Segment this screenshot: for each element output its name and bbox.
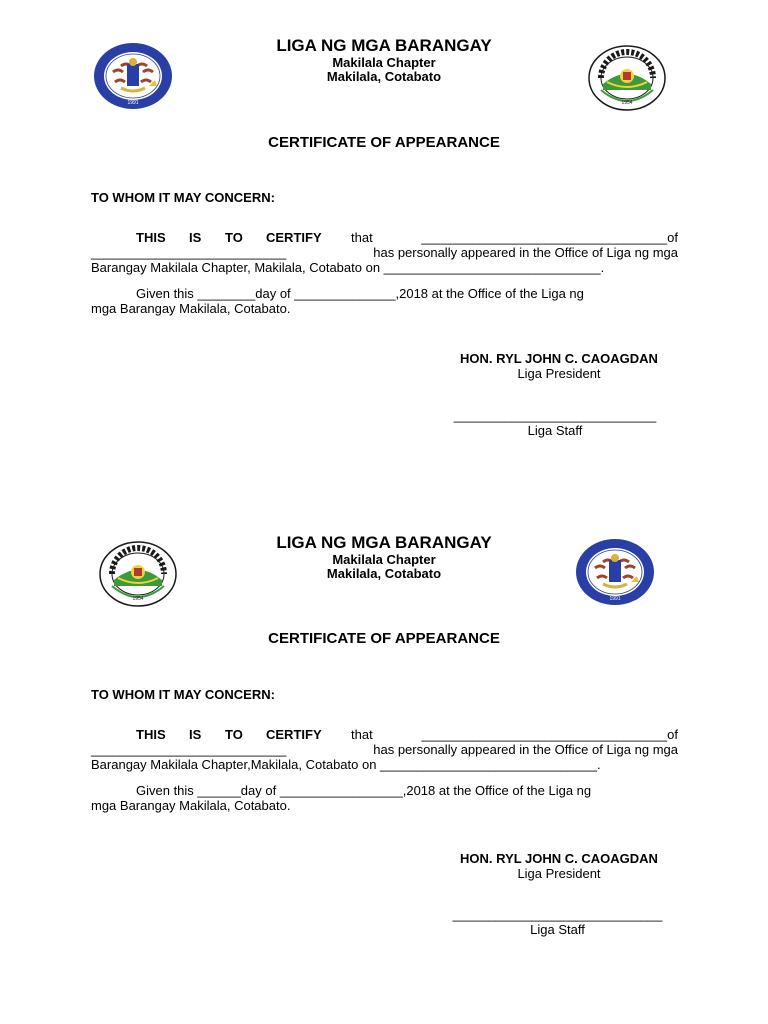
address-blank: ___________________________ [91,742,287,757]
certify-word-is: IS [189,230,202,245]
president-title: Liga President [517,366,601,381]
certify-word-that: that [351,230,373,245]
certificate-title: CERTIFICATE OF APPEARANCE [268,134,500,151]
certify-word-this: THIS [136,230,166,245]
certify-word-to: TO [225,727,243,742]
org-title: LIGA NG MGA BARANGAY [276,533,492,552]
certify-word-this: THIS [136,727,166,742]
name-blank: __________________________________of [421,727,678,742]
president-name: HON. RYL JOHN C. CAOAGDAN [460,851,658,866]
liga-seal-year: 1991 [609,596,621,602]
municipality-seal-year: 1954 [621,100,633,106]
certify-word-to: TO [225,230,243,245]
chapter-name: Makilala Chapter [332,55,436,70]
certify-word-certify: CERTIFY [266,230,322,245]
given-line-2: mga Barangay Makilala, Cotabato. [91,301,291,316]
given-line-1: Given this ______day of _________________,2018 at the Office of the Liga ng [136,783,592,798]
staff-signature-line: _____________________________ [452,907,663,922]
given-line-2: mga Barangay Makilala, Cotabato. [91,798,291,813]
certify-word-certify: CERTIFY [266,727,322,742]
address-blank: ___________________________ [91,245,287,260]
certificate-1 [0,0,768,497]
chapter-name: Makilala Chapter [332,552,436,567]
certify-line-1 [91,230,678,245]
given-paragraph [91,286,678,316]
president-name: HON. RYL JOHN C. CAOAGDAN [460,351,658,366]
certificate-title: CERTIFICATE OF APPEARANCE [268,630,500,647]
president-signature-block [440,851,678,881]
staff-title: Liga Staff [527,423,583,438]
certify-paragraph [91,727,678,772]
staff-title: Liga Staff [530,922,585,937]
certify-word-is: IS [189,727,202,742]
certify-line-2 [91,245,678,260]
president-title: Liga President [517,866,601,881]
liga-seal-year: 1991 [127,100,139,106]
certify-line-1 [91,727,678,742]
org-title: LIGA NG MGA BARANGAY [276,36,492,55]
name-blank: __________________________________of [421,230,678,245]
staff-signature-block [430,408,680,438]
staff-signature-line: ____________________________ [453,408,657,423]
certificate-2 [0,497,768,994]
salutation: TO WHOM IT MAY CONCERN: [91,190,275,205]
certify-line-3: Barangay Makilala Chapter, Makilala, Cotabato on ______________________________. [91,260,605,275]
location: Makilala, Cotabato [326,69,442,84]
given-paragraph [91,783,678,813]
certify-paragraph [91,230,678,275]
certify-word-that: that [351,727,373,742]
appeared-text: has personally appeared in the Office of Liga ng mga [373,245,678,260]
certify-line-2 [91,742,678,757]
appeared-text: has personally appeared in the Office of Liga ng mga [373,742,678,757]
location: Makilala, Cotabato [326,566,442,581]
president-signature-block [440,351,678,381]
given-line-1: Given this ________day of ______________,2018 at the Office of the Liga ng [136,286,584,301]
municipality-seal-year: 1954 [132,596,144,602]
staff-signature-block [430,907,685,937]
certify-line-3: Barangay Makilala Chapter,Makilala, Cotabato on ______________________________. [91,757,601,772]
salutation: TO WHOM IT MAY CONCERN: [91,687,275,702]
